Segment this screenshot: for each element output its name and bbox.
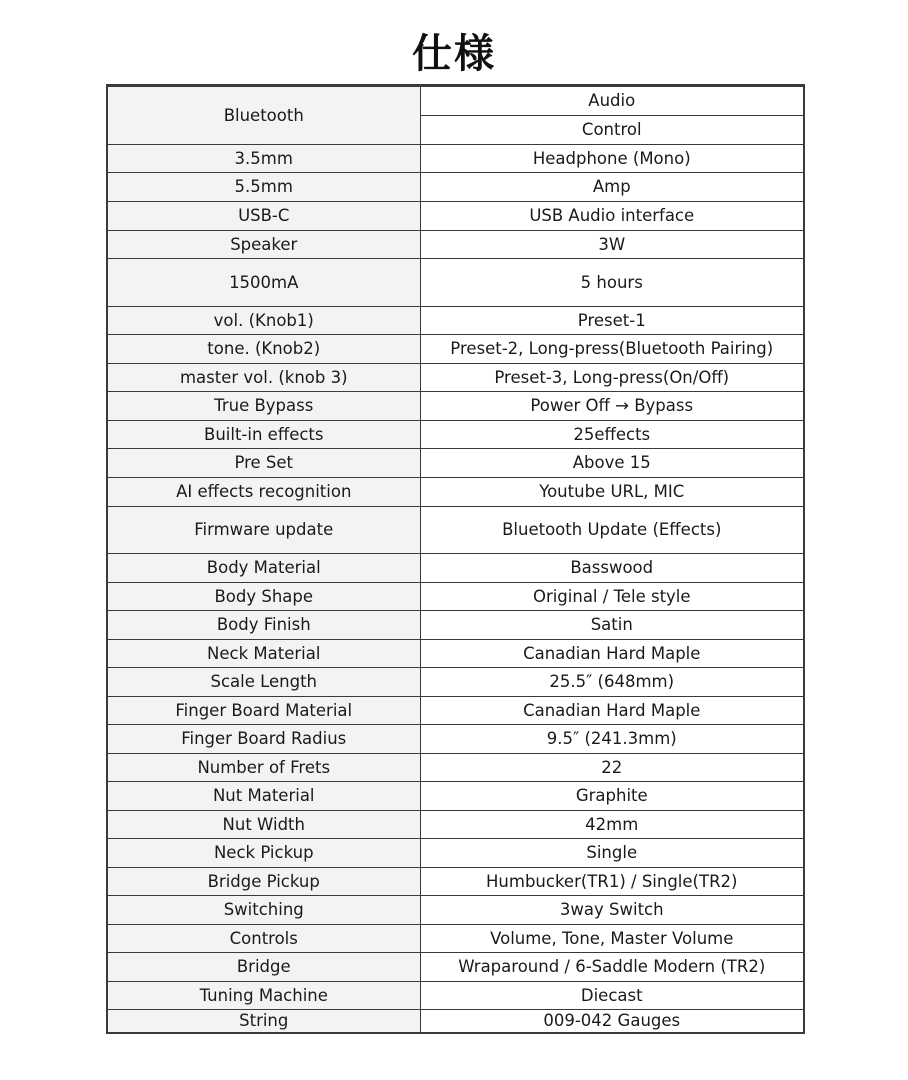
spec-value: Amp <box>420 173 804 202</box>
table-row <box>107 392 804 421</box>
spec-value: Control <box>420 116 804 145</box>
spec-value: 3W <box>420 231 804 259</box>
spec-value: Canadian Hard Maple <box>420 640 804 668</box>
spec-value: Preset-2, Long-press(Bluetooth Pairing) <box>420 335 804 364</box>
table-row <box>107 953 804 982</box>
spec-label: Bridge Pickup <box>107 868 420 896</box>
spec-label: String <box>107 1010 420 1033</box>
spec-label: Nut Material <box>107 782 420 811</box>
spec-value: Single <box>420 839 804 868</box>
spec-value: USB Audio interface <box>420 202 804 231</box>
spec-table <box>106 84 805 1034</box>
spec-value: Original / Tele style <box>420 583 804 611</box>
spec-label: tone. (Knob2) <box>107 335 420 364</box>
spec-label: Body Material <box>107 554 420 583</box>
spec-label: 5.5mm <box>107 173 420 202</box>
table-row <box>107 697 804 725</box>
spec-value: 42mm <box>420 811 804 839</box>
spec-value: 3way Switch <box>420 896 804 925</box>
spec-value: Bluetooth Update (Effects) <box>420 507 804 554</box>
spec-label: Number of Frets <box>107 754 420 782</box>
table-row <box>107 839 804 868</box>
spec-value: Canadian Hard Maple <box>420 697 804 725</box>
spec-label: Bluetooth <box>107 86 420 145</box>
table-row <box>107 982 804 1010</box>
spec-value: Audio <box>420 86 804 116</box>
spec-label: 3.5mm <box>107 145 420 173</box>
spec-label: master vol. (knob 3) <box>107 364 420 392</box>
table-row <box>107 554 804 583</box>
table-row <box>107 307 804 335</box>
table-row <box>107 811 804 839</box>
spec-label: USB-C <box>107 202 420 231</box>
table-row <box>107 145 804 173</box>
table-row <box>107 640 804 668</box>
table-row <box>107 421 804 449</box>
table-row <box>107 583 804 611</box>
table-row <box>107 868 804 896</box>
spec-label: Firmware update <box>107 507 420 554</box>
spec-value: Diecast <box>420 982 804 1010</box>
table-row <box>107 259 804 307</box>
spec-label: Nut Width <box>107 811 420 839</box>
spec-label: Built-in effects <box>107 421 420 449</box>
spec-label: Pre Set <box>107 449 420 478</box>
spec-label: Scale Length <box>107 668 420 697</box>
spec-value: 25.5″ (648mm) <box>420 668 804 697</box>
spec-value: Above 15 <box>420 449 804 478</box>
spec-label: Controls <box>107 925 420 953</box>
table-row <box>107 478 804 507</box>
spec-label: True Bypass <box>107 392 420 421</box>
spec-value: 5 hours <box>420 259 804 307</box>
spec-label: Neck Pickup <box>107 839 420 868</box>
table-row <box>107 231 804 259</box>
table-row <box>107 668 804 697</box>
spec-label: AI effects recognition <box>107 478 420 507</box>
spec-label: Finger Board Radius <box>107 725 420 754</box>
table-row <box>107 364 804 392</box>
spec-value: Preset-1 <box>420 307 804 335</box>
table-row <box>107 782 804 811</box>
table-row <box>107 507 804 554</box>
spec-value: Preset-3, Long-press(On/Off) <box>420 364 804 392</box>
spec-value: Youtube URL, MIC <box>420 478 804 507</box>
table-row <box>107 896 804 925</box>
table-row <box>107 754 804 782</box>
table-row <box>107 1010 804 1033</box>
spec-value: 9.5″ (241.3mm) <box>420 725 804 754</box>
table-row <box>107 725 804 754</box>
spec-label: Neck Material <box>107 640 420 668</box>
spec-value: Power Off → Bypass <box>420 392 804 421</box>
spec-label: Bridge <box>107 953 420 982</box>
spec-value: Wraparound / 6-Saddle Modern (TR2) <box>420 953 804 982</box>
spec-value: Headphone (Mono) <box>420 145 804 173</box>
table-row <box>107 611 804 640</box>
table-row <box>107 449 804 478</box>
table-row <box>107 202 804 231</box>
spec-label: Body Finish <box>107 611 420 640</box>
spec-value: Satin <box>420 611 804 640</box>
spec-label: vol. (Knob1) <box>107 307 420 335</box>
spec-label: Finger Board Material <box>107 697 420 725</box>
spec-value: Graphite <box>420 782 804 811</box>
spec-value: Humbucker(TR1) / Single(TR2) <box>420 868 804 896</box>
table-row <box>107 86 804 116</box>
page-title: 仕様 <box>412 31 496 77</box>
table-row <box>107 925 804 953</box>
spec-value: 22 <box>420 754 804 782</box>
spec-label: Switching <box>107 896 420 925</box>
spec-label: 1500mA <box>107 259 420 307</box>
spec-label: Body Shape <box>107 583 420 611</box>
spec-value: Basswood <box>420 554 804 583</box>
spec-value: 25effects <box>420 421 804 449</box>
spec-value: 009-042 Gauges <box>420 1010 804 1033</box>
table-row <box>107 335 804 364</box>
spec-value: Volume, Tone, Master Volume <box>420 925 804 953</box>
spec-label: Speaker <box>107 231 420 259</box>
table-row <box>107 173 804 202</box>
spec-label: Tuning Machine <box>107 982 420 1010</box>
